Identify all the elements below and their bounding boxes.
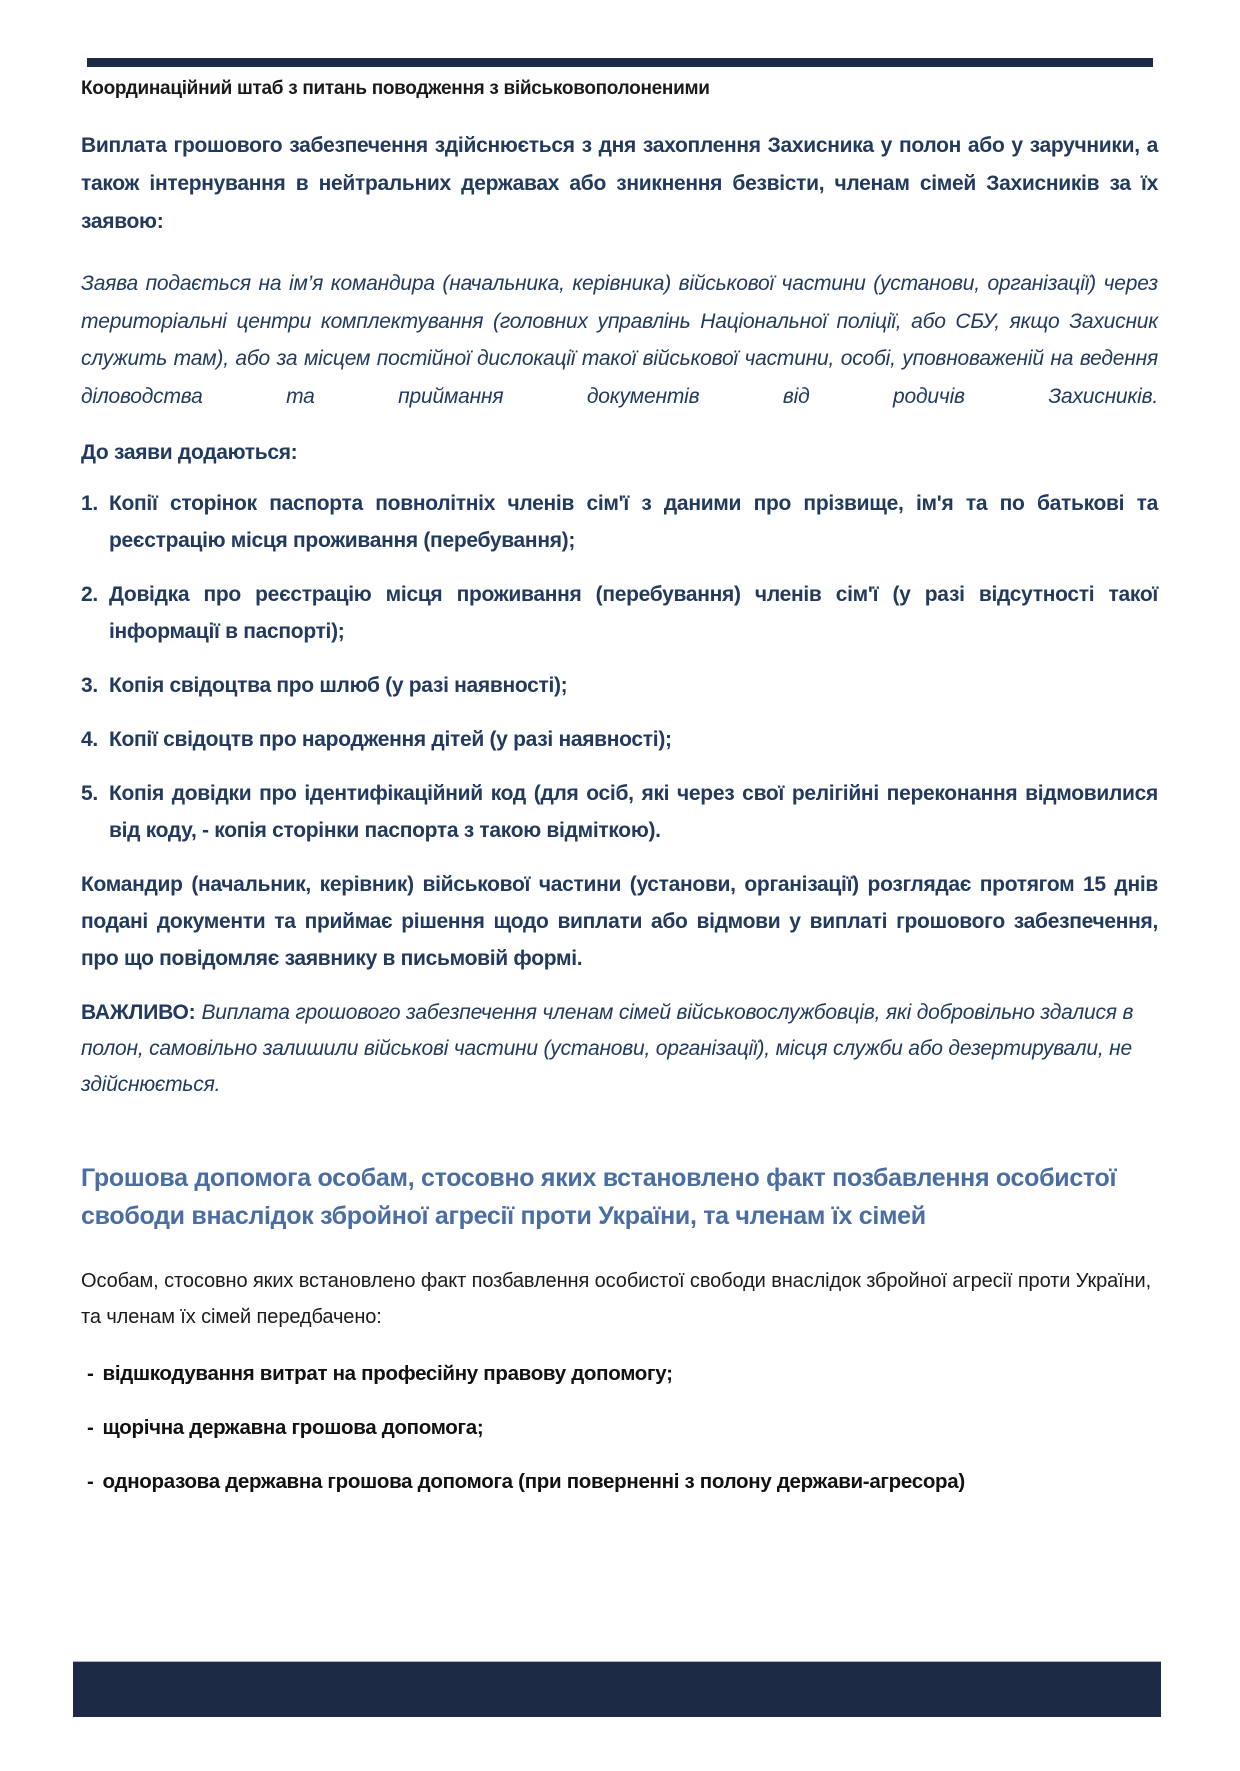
attachment-item-text: Копії сторінок паспорта повнолітніх членів сім'ї з даними про прізвище, ім'я та по батькові та реєстрацію місця проживання (перебування); (109, 492, 1158, 552)
attachment-item-4 (81, 721, 1158, 758)
benefit-text: відшкодування витрат на професійну правову допомогу; (102, 1362, 673, 1385)
attachment-item-number: 5. (81, 782, 98, 805)
attachments-title: До заяви додаються: (81, 441, 298, 464)
attachment-item-5 (81, 775, 1158, 849)
attachment-item-2 (81, 576, 1158, 650)
attachment-item-number: 2. (81, 583, 98, 606)
important-notice-paragraph (81, 995, 1158, 1103)
top-divider-bar (87, 58, 1153, 67)
document-page (0, 58, 1240, 1771)
attachment-item-number: 1. (81, 492, 98, 515)
attachment-item-text: Копія свідоцтва про шлюб (у разі наявності); (109, 674, 568, 697)
important-text: Виплата грошового забезпечення членам сімей військовослужбовців, які добровільно здалися в полон, самовільно залишили військові частини (установи, організації), місця служби або дезертирували, не здійснюється. (81, 1001, 1134, 1096)
attachment-item-1 (81, 485, 1158, 559)
attachment-item-number: 3. (81, 674, 98, 697)
attachments-list (81, 485, 1158, 849)
attachment-item-text: Копії свідоцтв про народження дітей (у разі наявності); (109, 728, 672, 751)
benefit-text: щорічна державна грошова допомога; (102, 1416, 484, 1439)
dash-bullet: - (87, 1470, 94, 1493)
benefit-text: одноразова державна грошова допомога (при поверненні з полону держави-агресора) (102, 1470, 965, 1493)
dash-bullet: - (87, 1416, 94, 1439)
intro-paragraph: Виплата грошового забезпечення здійснюється з дня захоплення Захисника у полон або у заручники, а також інтернування в нейтральних державах або зникнення безвісти, членам сімей Захисників за їх заявою: (81, 134, 1158, 233)
document-header-title: Координаційний штаб з питань поводження з військовополоненими (81, 78, 710, 99)
attachment-item-text: Довідка про реєстрацію місця проживання (перебування) членів сім'ї (у разі відсутності такої інформації в паспорті); (109, 583, 1158, 643)
benefit-item-onetime-aid (81, 1467, 1158, 1497)
attachment-item-text: Копія довідки про ідентифікаційний код (для осіб, які через свої релігійні переконання відмовилися від коду, - копія сторінки паспорта з такою відміткою). (109, 782, 1158, 842)
important-label: ВАЖЛИВО: (81, 1001, 196, 1024)
benefit-item-annual-aid (81, 1413, 1158, 1443)
document-content (0, 58, 1240, 1497)
section-heading-monetary-aid: Грошова допомога особам, стосовно яких встановлено факт позбавлення особистої свободи внаслідок збройної агресії проти України, та членам їх сімей (81, 1164, 1117, 1230)
dash-bullet: - (87, 1362, 94, 1385)
attachment-item-number: 4. (81, 728, 98, 751)
footer-bar (73, 1661, 1161, 1717)
attachment-item-3 (81, 667, 1158, 704)
commander-decision-paragraph: Командир (начальник, керівник) військової частини (установи, організації) розглядає протягом 15 днів подані документи та приймає рішення щодо виплати або відмови у виплаті грошового забезпечення, про що повідомляє заявнику в письмовій формі. (81, 873, 1158, 970)
section-intro-paragraph: Особам, стосовно яких встановлено факт позбавлення особистої свободи внаслідок збройної агресії проти України, та членам їх сімей передбачено: (81, 1270, 1152, 1328)
application-note-paragraph: Заява подається на ім’я командира (начальника, керівника) військової частини (установи, організації) через територіальні центри комплектування (головних управлінь Національної поліції, або СБУ, якщо Захисник служить там), або за місцем постійної дислокації такої військової частини, особі, уповноваженій на ведення діловодства та приймання документів від родичів Захисників. (81, 272, 1158, 408)
benefit-item-legal-aid (81, 1359, 1158, 1389)
